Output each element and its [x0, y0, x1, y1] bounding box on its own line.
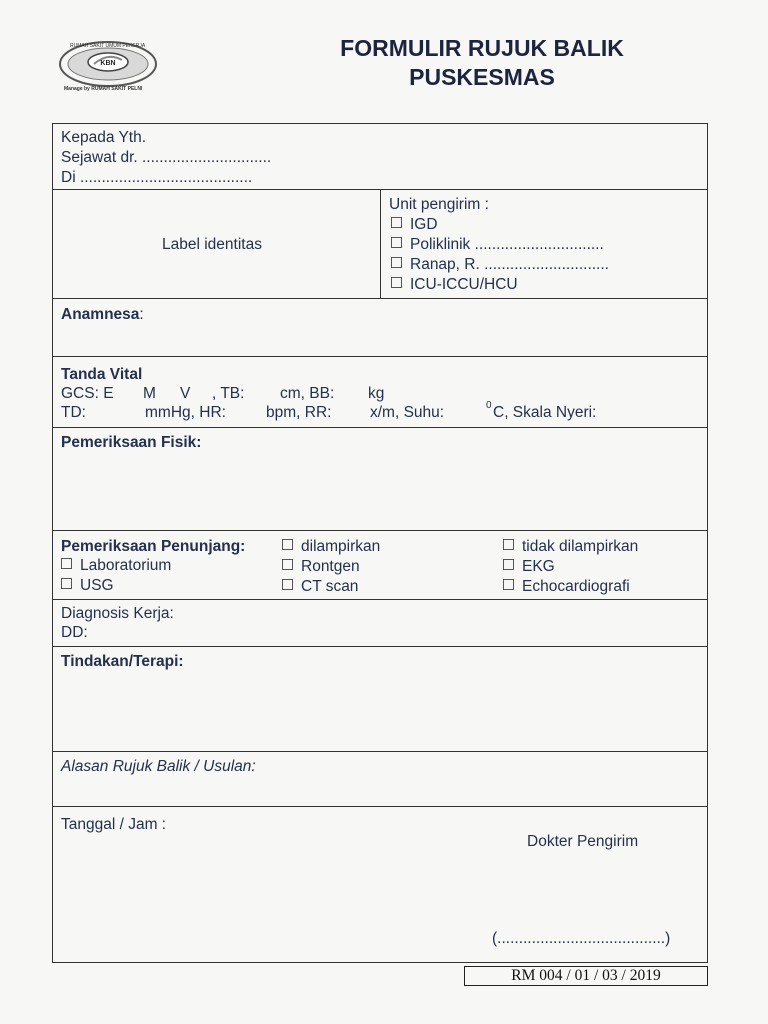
option-tidak-dilampirkan[interactable]: tidak dilampirkan	[503, 538, 638, 556]
divider	[52, 806, 708, 807]
divider	[52, 751, 708, 752]
kg-label: kg	[368, 385, 385, 402]
checkbox-icon[interactable]	[391, 237, 402, 248]
tanda-vital-label: Tanda Vital	[61, 366, 143, 383]
unit-pengirim-title: Unit pengirim :	[389, 196, 489, 213]
cm-bb-label: cm, BB:	[280, 385, 335, 402]
checkbox-icon[interactable]	[391, 217, 402, 228]
unit-option-igd[interactable]: IGD	[391, 216, 438, 234]
tb-label: , TB:	[212, 385, 245, 402]
gcs-v-label: V	[180, 385, 191, 402]
unit-option-poliklinik[interactable]: Poliklinik ..............................	[391, 236, 604, 254]
checkbox-icon[interactable]	[503, 539, 514, 550]
sejawat-field[interactable]: Sejawat dr. ..............................	[61, 149, 272, 166]
signature-field[interactable]: (.......................................)	[492, 930, 671, 947]
mmhg-hr-label: mmHg, HR:	[145, 404, 226, 421]
gcs-e-label: GCS: E	[61, 385, 114, 402]
td-label: TD:	[61, 404, 86, 421]
logo-bottom-text: Manage by RUMAH SAKIT PELNI	[64, 86, 143, 92]
option-echocardiografi[interactable]: Echocardiografi	[503, 578, 630, 596]
divider	[52, 599, 708, 600]
pemeriksaan-fisik-label: Pemeriksaan Fisik:	[61, 434, 202, 451]
dokter-pengirim-label: Dokter Pengirim	[527, 833, 639, 850]
divider	[52, 646, 708, 647]
label-identitas: Label identitas	[162, 236, 262, 253]
divider	[52, 356, 708, 357]
diagnosis-kerja-label: Diagnosis Kerja:	[61, 605, 174, 622]
form-title-line1: FORMULIR RUJUK BALIK	[340, 35, 624, 61]
divider	[380, 189, 381, 298]
checkbox-icon[interactable]	[61, 578, 72, 589]
tanggal-jam-label: Tanggal / Jam :	[61, 816, 167, 833]
option-ekg[interactable]: EKG	[503, 558, 555, 576]
celsius-superscript: 0	[486, 400, 492, 411]
divider	[52, 427, 708, 428]
skala-nyeri-label: C, Skala Nyeri:	[493, 404, 597, 421]
option-rontgen[interactable]: Rontgen	[282, 558, 360, 576]
gcs-m-label: M	[143, 385, 156, 402]
option-usg[interactable]: USG	[61, 577, 114, 595]
alasan-rujuk-label: Alasan Rujuk Balik / Usulan:	[61, 758, 256, 775]
checkbox-icon[interactable]	[61, 558, 72, 569]
checkbox-icon[interactable]	[503, 559, 514, 570]
tindakan-terapi-label: Tindakan/Terapi:	[61, 653, 184, 670]
dd-label: DD:	[61, 624, 88, 641]
checkbox-icon[interactable]	[282, 539, 293, 550]
checkbox-icon[interactable]	[282, 579, 293, 590]
checkbox-icon[interactable]	[503, 579, 514, 590]
anamnesa-label: Anamnesa:	[61, 306, 144, 323]
option-dilampirkan[interactable]: dilampirkan	[282, 538, 380, 556]
divider	[52, 530, 708, 531]
di-field[interactable]: Di ........................................	[61, 169, 253, 186]
divider	[52, 298, 708, 299]
hospital-logo	[56, 38, 168, 94]
xm-suhu-label: x/m, Suhu:	[370, 404, 445, 421]
option-laboratorium[interactable]: Laboratorium	[61, 557, 171, 575]
checkbox-icon[interactable]	[391, 257, 402, 268]
unit-option-icu[interactable]: ICU-ICCU/HCU	[391, 276, 518, 294]
logo-center-text: KBN	[100, 60, 116, 67]
checkbox-icon[interactable]	[282, 559, 293, 570]
bpm-rr-label: bpm, RR:	[266, 404, 332, 421]
unit-option-ranap[interactable]: Ranap, R. .............................	[391, 256, 609, 274]
option-ct-scan[interactable]: CT scan	[282, 578, 358, 596]
rm-code-box: RM 004 / 01 / 03 / 2019	[464, 966, 708, 986]
addressee-line: Kepada Yth.	[61, 129, 147, 146]
logo-top-text: RUMAH SAKIT UMUM PEKERJA	[70, 43, 146, 49]
penunjang-label: Pemeriksaan Penunjang:	[61, 538, 246, 555]
checkbox-icon[interactable]	[391, 277, 402, 288]
form-title-line2: PUSKESMAS	[409, 64, 555, 90]
